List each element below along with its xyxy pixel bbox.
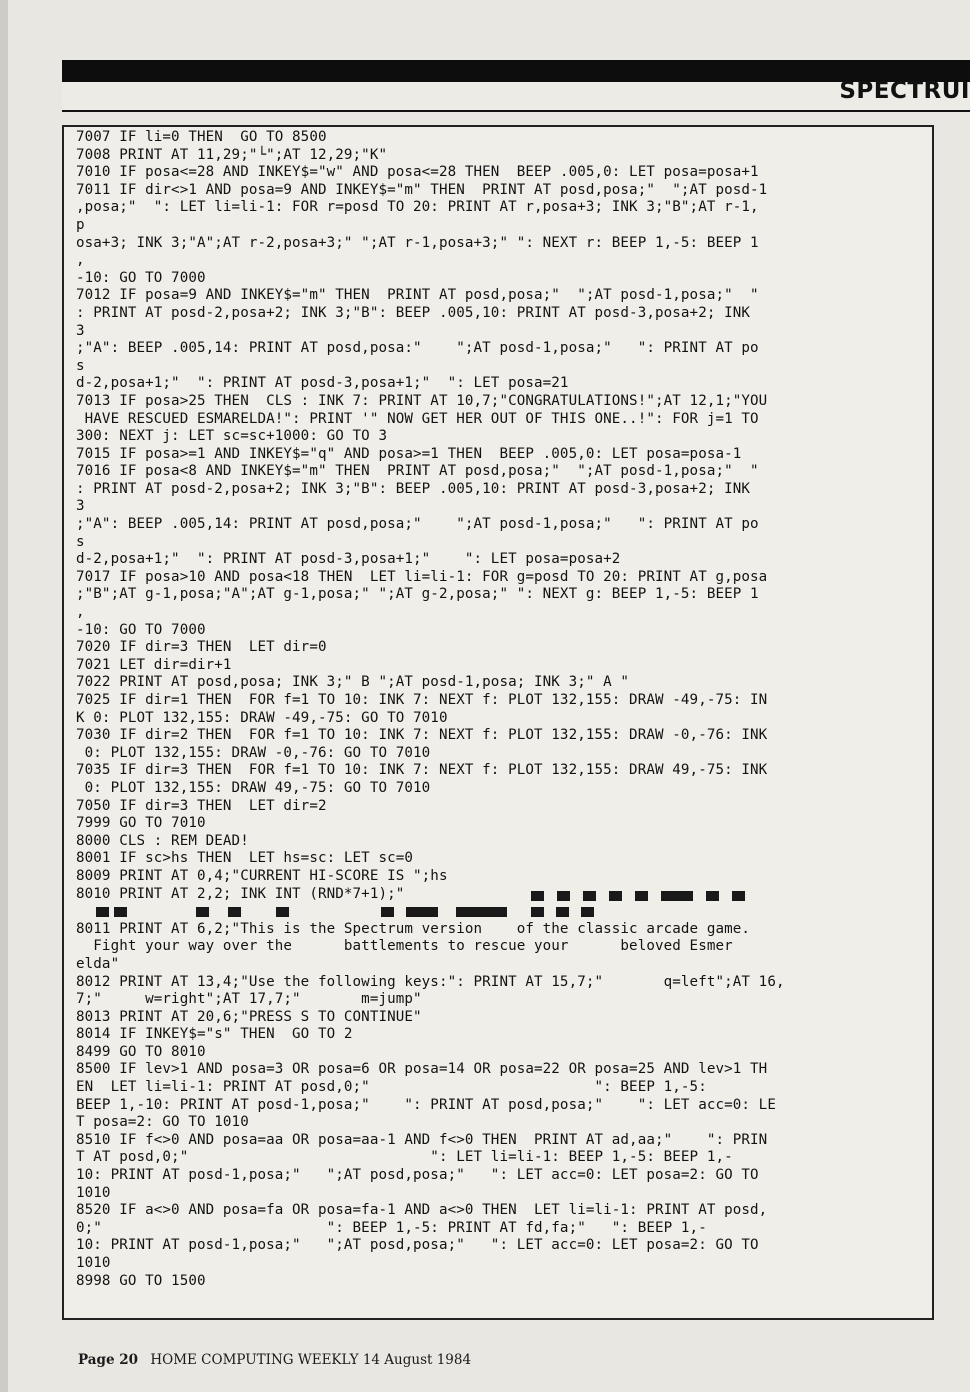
graphic-block [456,907,507,917]
graphic-block [661,891,693,901]
graphic-block-row [76,903,932,921]
code-line: 7021 LET dir=dir+1 [76,656,232,673]
code-line: ;"A": BEEP .005,14: PRINT AT posd,posa:" ";AT posd-1,posa;" ": PRINT AT po [76,340,759,357]
header-band [62,78,970,112]
code-line: 8001 IF sc>hs THEN LET hs=sc: LET sc=0 [76,850,414,867]
graphic-block [96,907,109,917]
code-line: ;"B";AT g-1,posa;"A";AT g-1,posa;" ";AT g-2,posa;" ": NEXT g: BEEP 1,-5: BEEP 1 [76,586,759,603]
code-line: 7030 IF dir=2 THEN FOR f=1 TO 10: INK 7: NEXT f: PLOT 132,155: DRAW -0,-76: INK [76,727,768,744]
listing-lines [76,129,932,1290]
code-line: ,posa;" ": LET li=li-1: FOR r=posd TO 20: PRINT AT r,posa+3; INK 3;"B";AT r-1, [76,199,759,216]
code-line: elda" [76,955,120,972]
code-line: , [76,604,85,621]
code-line: 7;" w=right";AT 17,7;" m=jump" [76,991,422,1008]
code-line: p [76,216,85,233]
graphic-block [276,907,289,917]
code-line: 8510 IF f<>0 AND posa=aa OR posa=aa-1 AND f<>0 THEN PRINT AT ad,aa;" ": PRIN [76,1131,768,1148]
code-line: s [76,533,85,550]
code-line: 7010 IF posa<=28 AND INKEY$="w" AND posa<=28 THEN BEEP .005,0: LET posa=posa+1 [76,164,759,181]
code-line: 1010 [76,1255,111,1271]
code-line: 8998 GO TO 1500 [76,1272,206,1289]
code-line: s [76,357,85,374]
code-line: ;"A": BEEP .005,14: PRINT AT posd,posa;" ";AT posd-1,posa;" ": PRINT AT po [76,516,759,533]
graphic-block [531,891,544,901]
code-line: : PRINT AT posd-2,posa+2; INK 3;"B": BEEP .005,10: PRINT AT posd-3,posa+2; INK [76,480,751,497]
code-line: d-2,posa+1;" ": PRINT AT posd-3,posa+1;" ": LET posa=posa+2 [76,551,621,568]
graphic-block [732,891,745,901]
code-line: HAVE RESCUED ESMARELDA!": PRINT '" NOW GET HER OUT OF THIS ONE..!": FOR j=1 TO [76,410,759,427]
page-number: Page 20 [78,1352,139,1368]
graphic-block [381,907,394,917]
code-line: 300: NEXT j: LET sc=sc+1000: GO TO 3 [76,428,388,445]
graphic-block [556,907,569,917]
code-line: 3 [76,322,85,339]
graphic-block [557,891,570,901]
code-line: osa+3; INK 3;"A";AT r-2,posa+3;" ";AT r-1,posa+3;" ": NEXT r: BEEP 1,-5: BEEP 1 [76,234,759,251]
page-footer [78,1352,471,1368]
page-edge [0,0,8,1392]
section-title: SPECTRUI [839,78,970,104]
graphic-block [406,907,438,917]
code-line: , [76,252,85,269]
code-line: 8499 GO TO 8010 [76,1043,206,1060]
graphic-block [228,907,241,917]
code-line: 7012 IF posa=9 AND INKEY$="m" THEN PRINT AT posd,posa;" ";AT posd-1,posa;" " [76,287,759,304]
code-line: 7022 PRINT AT posd,posa; INK 3;" B ";AT posd-1,posa; INK 3;" A " [76,674,630,691]
code-line: 0: PLOT 132,155: DRAW 49,-75: GO TO 7010 [76,779,431,796]
code-line: 8012 PRINT AT 13,4;"Use the following keys:": PRINT AT 15,7;" q=left";AT 16, [76,973,785,990]
program-listing [62,125,934,1320]
graphic-block [609,891,622,901]
code-line: 1010 [76,1184,111,1201]
code-line: 7999 GO TO 7010 [76,815,206,832]
code-line: 7035 IF dir=3 THEN FOR f=1 TO 10: INK 7: NEXT f: PLOT 132,155: DRAW 49,-75: INK [76,762,768,779]
code-line: K 0: PLOT 132,155: DRAW -49,-75: GO TO 7010 [76,709,448,726]
code-line: 0;" ": BEEP 1,-5: PRINT AT fd,fa;" ": BEEP 1,- [76,1219,707,1236]
code-line: 7025 IF dir=1 THEN FOR f=1 TO 10: INK 7: NEXT f: PLOT 132,155: DRAW -49,-75: IN [76,692,768,708]
code-line: T posa=2: GO TO 1010 [76,1114,249,1131]
graphic-block [114,907,127,917]
code-line: 8014 IF INKEY$="s" THEN GO TO 2 [76,1026,353,1043]
graphic-block [196,907,209,917]
code-line: 10: PRINT AT posd-1,posa;" ";AT posd,posa;" ": LET acc=0: LET posa=2: GO TO [76,1237,759,1254]
code-line: 3 [76,498,85,515]
code-line: d-2,posa+1;" ": PRINT AT posd-3,posa+1;" ": LET posa=21 [76,375,569,392]
code-line: 7013 IF posa>25 THEN CLS : INK 7: PRINT AT 10,7;"CONGRATULATIONS!";AT 12,1;"YOU [76,392,768,409]
graphic-block [531,907,544,917]
code-line: 7017 IF posa>10 AND posa<18 THEN LET li=li-1: FOR g=posd TO 20: PRINT AT g,posa [76,568,768,585]
code-line: 7016 IF posa<8 AND INKEY$="m" THEN PRINT AT posd,posa;" ";AT posd-1,posa;" " [76,463,759,480]
code-line: -10: GO TO 7000 [76,269,206,286]
header-bar [62,60,970,82]
code-line: 8500 IF lev>1 AND posa=3 OR posa=6 OR posa=14 OR posa=22 OR posa=25 AND lev>1 TH [76,1061,768,1078]
code-line: 8009 PRINT AT 0,4;"CURRENT HI-SCORE IS ";hs [76,867,448,884]
code-line: 7008 PRINT AT 11,29;"└";AT 12,29;"K" [76,146,388,163]
code-line: 7011 IF dir<>1 AND posa=9 AND INKEY$="m" THEN PRINT AT posd,posa;" ";AT posd-1 [76,181,768,198]
code-line: Fight your way over the battlements to rescue your beloved Esmer [76,938,733,955]
code-line: T AT posd,0;" ": LET li=li-1: BEEP 1,-5: BEEP 1,- [76,1149,733,1166]
code-line: : PRINT AT posd-2,posa+2; INK 3;"B": BEEP .005,10: PRINT AT posd-3,posa+2; INK [76,304,751,321]
graphic-block [635,891,648,901]
code-line: -10: GO TO 7000 [76,621,206,638]
code-line: 8011 PRINT AT 6,2;"This is the Spectrum version of the classic arcade game. [76,920,751,937]
code-line: 7007 IF li=0 THEN GO TO 8500 [76,129,327,145]
code-line: 10: PRINT AT posd-1,posa;" ";AT posd,posa;" ": LET acc=0: LET posa=2: GO TO [76,1167,759,1184]
code-line: 8520 IF a<>0 AND posa=fa OR posa=fa-1 AND a<>0 THEN LET li=li-1: PRINT AT posd, [76,1202,768,1219]
code-line: 0: PLOT 132,155: DRAW -0,-76: GO TO 7010 [76,744,431,761]
code-line: 8010 PRINT AT 2,2; INK INT (RND*7+1);" [76,886,932,904]
code-line: BEEP 1,-10: PRINT AT posd-1,posa;" ": PRINT AT posd,posa;" ": LET acc=0: LE [76,1096,776,1113]
code-line: 8000 CLS : REM DEAD! [76,832,249,849]
code-line: 7020 IF dir=3 THEN LET dir=0 [76,639,327,656]
graphic-block [581,907,594,917]
code-line: 8013 PRINT AT 20,6;"PRESS S TO CONTINUE" [76,1008,422,1025]
code-line: 7015 IF posa>=1 AND INKEY$="q" AND posa>=1 THEN BEEP .005,0: LET posa=posa-1 [76,445,742,462]
graphic-block [706,891,719,901]
graphic-block [583,891,596,901]
code-line: EN LET li=li-1: PRINT AT posd,0;" ": BEEP 1,-5: [76,1079,707,1096]
publication-line: HOME COMPUTING WEEKLY 14 August 1984 [150,1352,472,1368]
code-line: 7050 IF dir=3 THEN LET dir=2 [76,797,327,814]
